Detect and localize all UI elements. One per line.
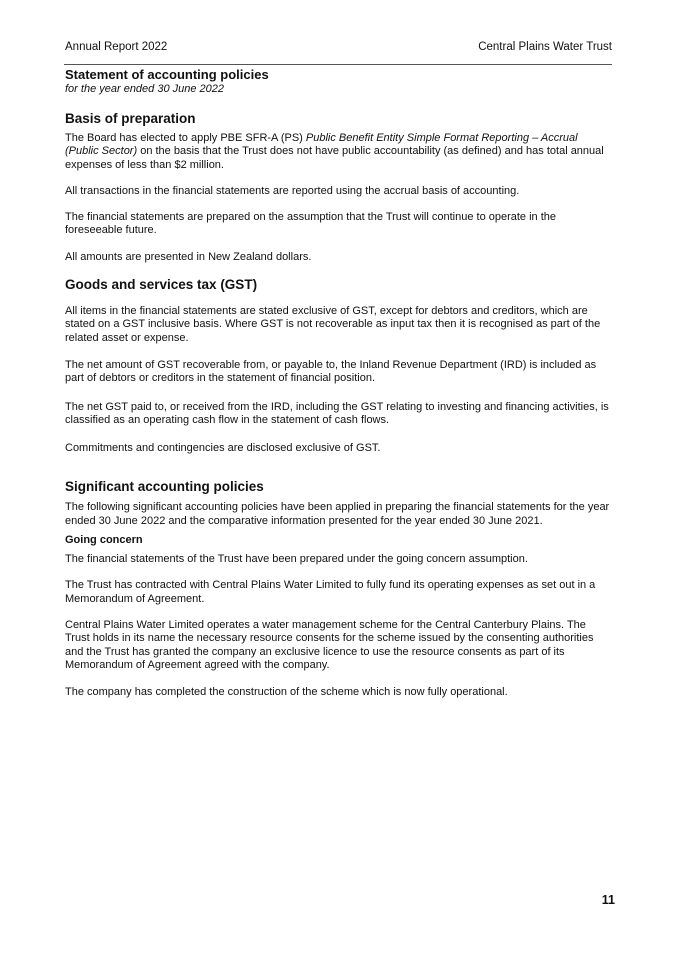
basis-p1-standard-name: Public Benefit Entity Simple Format Reporting – Accrual (Public Sector): [65, 132, 578, 158]
page-number: 11: [601, 893, 615, 907]
basis-heading: Basis of preparation: [65, 111, 196, 126]
going-concern-paragraph-3: Central Plains Water Limited operates a water management scheme for the Central Canterbury Plains. The Trust holds in its name the necessary resource consents for the scheme issued by the consenting authorities and the Trust has granted the company an exclusive licence to use the resource consents as part of its Memorandum of Agreement agreed with the company.: [65, 618, 594, 671]
gst-paragraph-2: The net amount of GST recoverable from, or payable to, the Inland Revenue Department (IRD) is included as part of debtors or creditors in the statement of financial position.: [65, 358, 597, 385]
gst-paragraph-1: All items in the financial statements are stated exclusive of GST, except for debtors and creditors, which are stated on a GST inclusive basis. Where GST is not recoverable as input tax then it is recognised as part of the related asset or expense.: [65, 305, 601, 344]
header-organisation: Central Plains Water Trust: [478, 41, 612, 53]
basis-paragraph-1: [65, 132, 613, 172]
going-concern-paragraph-1: The financial statements of the Trust have been prepared under the going concern assumption.: [65, 553, 528, 566]
going-concern-paragraph-4: The company has completed the construction of the scheme which is now fully operational.: [65, 686, 508, 699]
page-header: [64, 41, 612, 65]
going-concern-paragraph-2: The Trust has contracted with Central Plains Water Limited to fully fund its operating expenses as set out in a Memorandum of Agreement.: [65, 579, 596, 605]
significant-heading: Significant accounting policies: [65, 479, 264, 495]
basis-p1-text-a: The Board has elected to apply PBE SFR-A (PS): [65, 132, 306, 144]
document-subtitle: for the year ended 30 June 2022: [65, 83, 225, 95]
gst-heading: Goods and services tax (GST): [65, 277, 258, 293]
document-title: Statement of accounting policies: [65, 67, 269, 82]
basis-paragraph-2: All transactions in the financial statements are reported using the accrual basis of accounting.: [65, 184, 520, 197]
basis-p1-text-b: on the basis that the Trust does not have public accountability (as defined) and has total annual expenses of less than $2 million.: [65, 145, 604, 171]
page-content: [65, 67, 613, 699]
header-report-title: Annual Report 2022: [65, 41, 168, 53]
significant-paragraph-1: The following significant accounting policies have been applied in preparing the financial statements for the year ended 30 June 2022 and the comparative information presented for the year ended 30 June 2021.: [65, 501, 610, 527]
basis-paragraph-3: The financial statements are prepared on the assumption that the Trust will continue to operate in the foreseeable future.: [65, 211, 557, 237]
gst-paragraph-3: The net GST paid to, or received from the IRD, including the GST relating to investing and financing activities, is classified as an operating cash flow in the statement of cash flows.: [65, 400, 609, 426]
gst-paragraph-4: Commitments and contingencies are disclosed exclusive of GST.: [65, 442, 381, 455]
going-concern-heading: Going concern: [65, 534, 143, 547]
basis-paragraph-4: All amounts are presented in New Zealand dollars.: [65, 250, 312, 263]
